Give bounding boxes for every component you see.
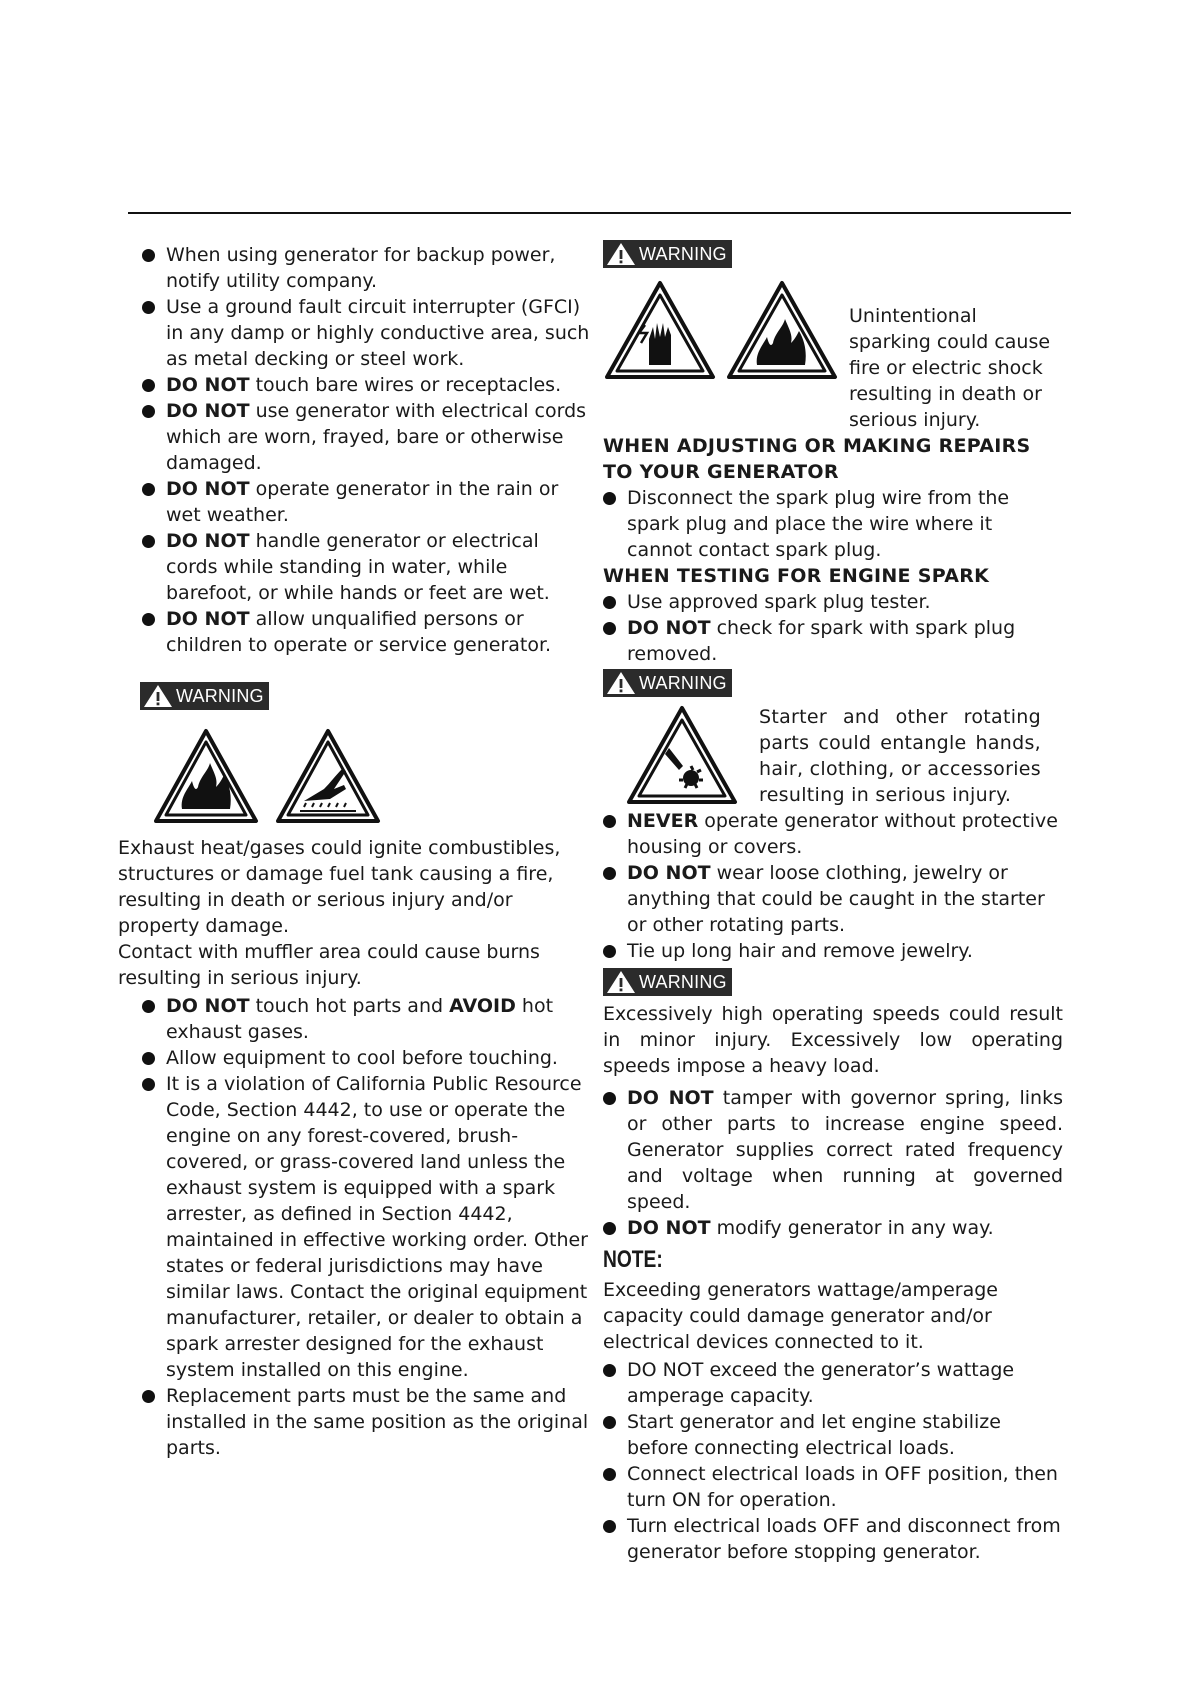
list-item: NEVER operate generator without protective housing or covers. xyxy=(603,808,1063,860)
bullet-list-speed xyxy=(603,1085,1063,1241)
list-item: DO NOT wear loose clothing, jewelry or anything that could be caught in the starter or other rotating parts. xyxy=(603,860,1063,938)
list-item: DO NOT touch bare wires or receptacles. xyxy=(142,372,592,398)
bullet-list-exhaust xyxy=(142,993,592,1461)
starter-warning-text: Starter and other rotating parts could entangle hands, hair, clothing, or accessories resulting in serious injury. xyxy=(759,706,1041,806)
repairs-heading: WHEN ADJUSTING OR MAKING REPAIRS TO YOUR GENERATOR xyxy=(603,435,1031,483)
exhaust-warning-text: Exhaust heat/gases could ignite combustibles, structures or damage fuel tank causing a fire, resulting in death or serious injury and/or property damage. xyxy=(118,837,561,937)
bullet-list-note xyxy=(603,1357,1063,1565)
list-item: DO NOT exceed the generator’s wattage amperage capacity. xyxy=(603,1357,1063,1409)
bullet-list-electrical xyxy=(142,242,592,658)
top-rule xyxy=(128,212,1071,214)
warning-badge: WARNING xyxy=(603,669,732,697)
note-text: Exceeding generators wattage/amperage capacity could damage generator and/or electrical devices connected to it. xyxy=(603,1279,998,1353)
list-item: DO NOT modify generator in any way. xyxy=(603,1215,1063,1241)
list-item: Disconnect the spark plug wire from the spark plug and place the wire where it cannot contact spark plug. xyxy=(603,485,1063,563)
list-item: DO NOT allow unqualified persons or children to operate or service generator. xyxy=(142,606,592,658)
warning-badge: WARNING xyxy=(603,968,732,996)
list-item: DO NOT check for spark with spark plug removed. xyxy=(603,615,1063,667)
warning-triangle-icon xyxy=(606,970,636,994)
list-item: Use approved spark plug tester. xyxy=(603,589,1063,615)
list-item: It is a violation of California Public Resource Code, Section 4442, to use or operate the engine on any forest-covered, brush-covered, or grass-covered land unless the exhaust system is equipped with a spark arrester, as defined in Section 4442, maintained in effective working order. Other states or federal jurisdictions may have similar laws. Contact the original equipment manufacturer, retailer, or dealer to obtain a spark arrester designed for the exhaust system installed on this engine. xyxy=(142,1071,592,1383)
list-item: DO NOT use generator with electrical cords which are worn, frayed, bare or otherwise damaged. xyxy=(142,398,592,476)
list-item: Replacement parts must be the same and installed in the same position as the original parts. xyxy=(142,1383,592,1461)
bullet-list-repairs xyxy=(603,485,1063,563)
rotating-warning-block xyxy=(603,702,1063,808)
warning-triangle-icon xyxy=(143,684,173,708)
electric-shock-warning-icon xyxy=(603,279,717,383)
list-item: DO NOT tamper with governor spring, links or other parts to increase engine speed. Generator supplies correct rated frequency and voltage when running at governed speed. xyxy=(603,1085,1063,1215)
list-item: Start generator and let engine stabilize before connecting electrical loads. xyxy=(603,1409,1063,1461)
bullet-list-testing xyxy=(603,589,1063,667)
list-item: DO NOT handle generator or electrical cords while standing in water, while barefoot, or while hands or feet are wet. xyxy=(142,528,592,606)
list-item: DO NOT touch hot parts and AVOID hot exhaust gases. xyxy=(142,993,592,1045)
list-item: Turn electrical loads OFF and disconnect from generator before stopping generator. xyxy=(603,1513,1063,1565)
list-item: DO NOT operate generator in the rain or wet weather. xyxy=(142,476,592,528)
list-item: Connect electrical loads in OFF position, then turn ON for operation. xyxy=(603,1461,1063,1513)
left-column xyxy=(118,242,592,1461)
warning-triangle-icon xyxy=(606,242,636,266)
testing-heading: WHEN TESTING FOR ENGINE SPARK xyxy=(603,565,990,587)
hot-surface-warning-icon xyxy=(274,727,382,827)
warning-badge: WARNING xyxy=(603,240,732,268)
rotating-parts-warning-icon xyxy=(625,704,739,808)
muffler-warning-text: Contact with muffler area could cause burns resulting in serious injury. xyxy=(118,941,540,989)
list-item: Tie up long hair and remove jewelry. xyxy=(603,938,1063,964)
right-column xyxy=(603,240,1063,1565)
warning-icon-row xyxy=(603,279,839,433)
spark-warning-block xyxy=(603,273,1063,433)
list-item: Allow equipment to cool before touching. xyxy=(142,1045,592,1071)
speed-warning-text: Excessively high operating speeds could result in minor injury. Excessively low operating speeds impose a heavy load. xyxy=(603,1003,1063,1077)
spark-warning-text: Unintentional sparking could cause fire or electric shock resulting in death or serious injury. xyxy=(849,305,1051,431)
fire-warning-icon xyxy=(725,279,839,383)
warning-triangle-icon xyxy=(606,671,636,695)
warning-icon-row xyxy=(152,727,592,827)
list-item: When using generator for backup power, notify utility company. xyxy=(142,242,592,294)
fire-warning-icon xyxy=(152,727,260,827)
warning-badge: WARNING xyxy=(140,682,269,710)
note-title: NOTE: xyxy=(603,1246,663,1273)
bullet-list-rotating xyxy=(603,808,1063,964)
list-item: Use a ground fault circuit interrupter (GFCI) in any damp or highly conductive area, such as metal decking or steel work. xyxy=(142,294,592,372)
